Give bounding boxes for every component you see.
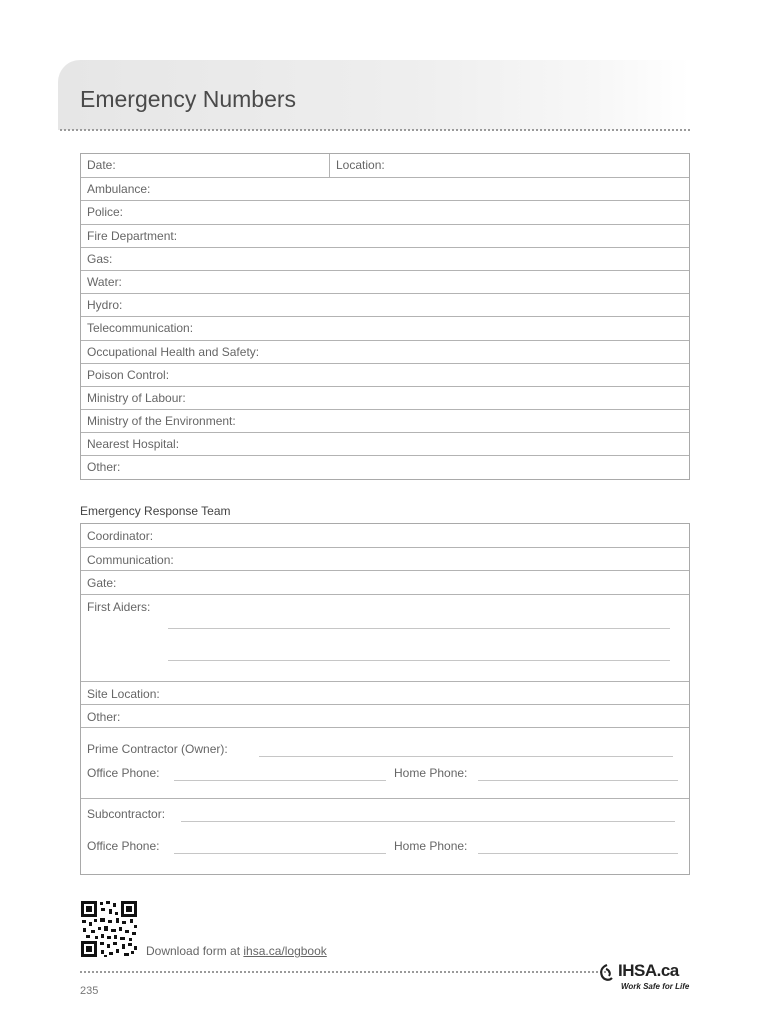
ihsa-logo-icon <box>596 962 618 984</box>
communication-row[interactable] <box>81 547 689 570</box>
sub-office-phone-line[interactable] <box>174 853 386 854</box>
sub-office-phone-label: Office Phone: <box>87 839 160 853</box>
qr-code-icon[interactable] <box>80 900 138 958</box>
ihsa-logo <box>596 961 691 993</box>
subcontractor-block <box>81 798 689 874</box>
contact-row-hydro[interactable] <box>81 293 689 316</box>
page-title: Emergency Numbers <box>80 86 297 112</box>
emergency-contacts-table <box>80 153 690 480</box>
location-field[interactable]: Location: <box>336 158 385 172</box>
office-phone-label: Office Phone: <box>87 766 160 780</box>
first-aiders-label: First Aiders: <box>87 600 151 614</box>
contact-label: Gas: <box>87 251 113 266</box>
prime-contractor-block <box>81 727 689 798</box>
page-number: 235 <box>80 985 99 997</box>
sub-home-phone-line[interactable] <box>478 853 678 854</box>
contact-label: Hydro: <box>87 298 123 313</box>
contact-label: Telecommunication: <box>87 321 194 336</box>
contact-label: Nearest Hospital: <box>87 437 180 452</box>
contact-row-fire-department[interactable] <box>81 224 689 247</box>
contact-label: Fire Department: <box>87 228 178 243</box>
logo-tagline: Work Safe for Life <box>621 982 690 991</box>
first-aiders-row <box>81 594 689 681</box>
contact-label: Ministry of Labour: <box>87 390 186 405</box>
contact-row-other[interactable] <box>81 455 689 478</box>
contact-label: Police: <box>87 205 124 220</box>
office-phone-line[interactable] <box>174 780 386 781</box>
contact-row-ambulance[interactable] <box>81 177 689 200</box>
header-divider <box>60 129 690 131</box>
contact-label: Poison Control: <box>87 367 170 382</box>
contact-label: Ambulance: <box>87 182 151 197</box>
other-row[interactable] <box>81 704 689 727</box>
home-phone-line[interactable] <box>478 780 678 781</box>
gate-label: Gate: <box>87 576 117 590</box>
date-field[interactable]: Date: <box>81 154 330 177</box>
section-title: Emergency Response Team <box>80 504 231 518</box>
logbook-link[interactable]: ihsa.ca/logbook <box>243 944 327 958</box>
contact-row-telecommunication[interactable] <box>81 316 689 339</box>
contact-label: Other: <box>87 460 121 475</box>
other-label: Other: <box>87 710 121 724</box>
coordinator-label: Coordinator: <box>87 529 154 543</box>
contact-row-ministry-environment[interactable] <box>81 409 689 432</box>
footer-divider <box>80 971 610 973</box>
logo-wordmark: IHSA.ca <box>618 961 679 980</box>
sub-home-phone-label: Home Phone: <box>394 839 468 853</box>
site-location-label: Site Location: <box>87 687 160 701</box>
contact-row-ministry-labour[interactable] <box>81 386 689 409</box>
site-location-row[interactable] <box>81 681 689 704</box>
coordinator-row[interactable] <box>81 524 689 547</box>
prime-contractor-line[interactable] <box>259 756 673 757</box>
first-aiders-line-1[interactable] <box>168 628 670 629</box>
response-team-table <box>80 523 690 875</box>
contact-row-gas[interactable] <box>81 247 689 270</box>
contact-row-water[interactable] <box>81 270 689 293</box>
subcontractor-label: Subcontractor: <box>87 807 166 821</box>
contact-row-poison-control[interactable] <box>81 363 689 386</box>
download-note <box>146 944 327 958</box>
contact-row-police[interactable] <box>81 200 689 223</box>
date-location-row <box>81 154 689 177</box>
gate-row[interactable] <box>81 570 689 594</box>
home-phone-label: Home Phone: <box>394 766 468 780</box>
contact-row-nearest-hospital[interactable] <box>81 432 689 455</box>
download-prefix: Download form at <box>146 944 244 958</box>
contact-label: Occupational Health and Safety: <box>87 344 260 359</box>
subcontractor-line[interactable] <box>181 821 675 822</box>
contact-label: Water: <box>87 274 122 289</box>
first-aiders-line-2[interactable] <box>168 660 670 661</box>
contact-label: Ministry of the Environment: <box>87 414 236 429</box>
communication-label: Communication: <box>87 553 174 567</box>
contact-row-occupational-health[interactable] <box>81 340 689 363</box>
prime-contractor-label: Prime Contractor (Owner): <box>87 742 228 756</box>
